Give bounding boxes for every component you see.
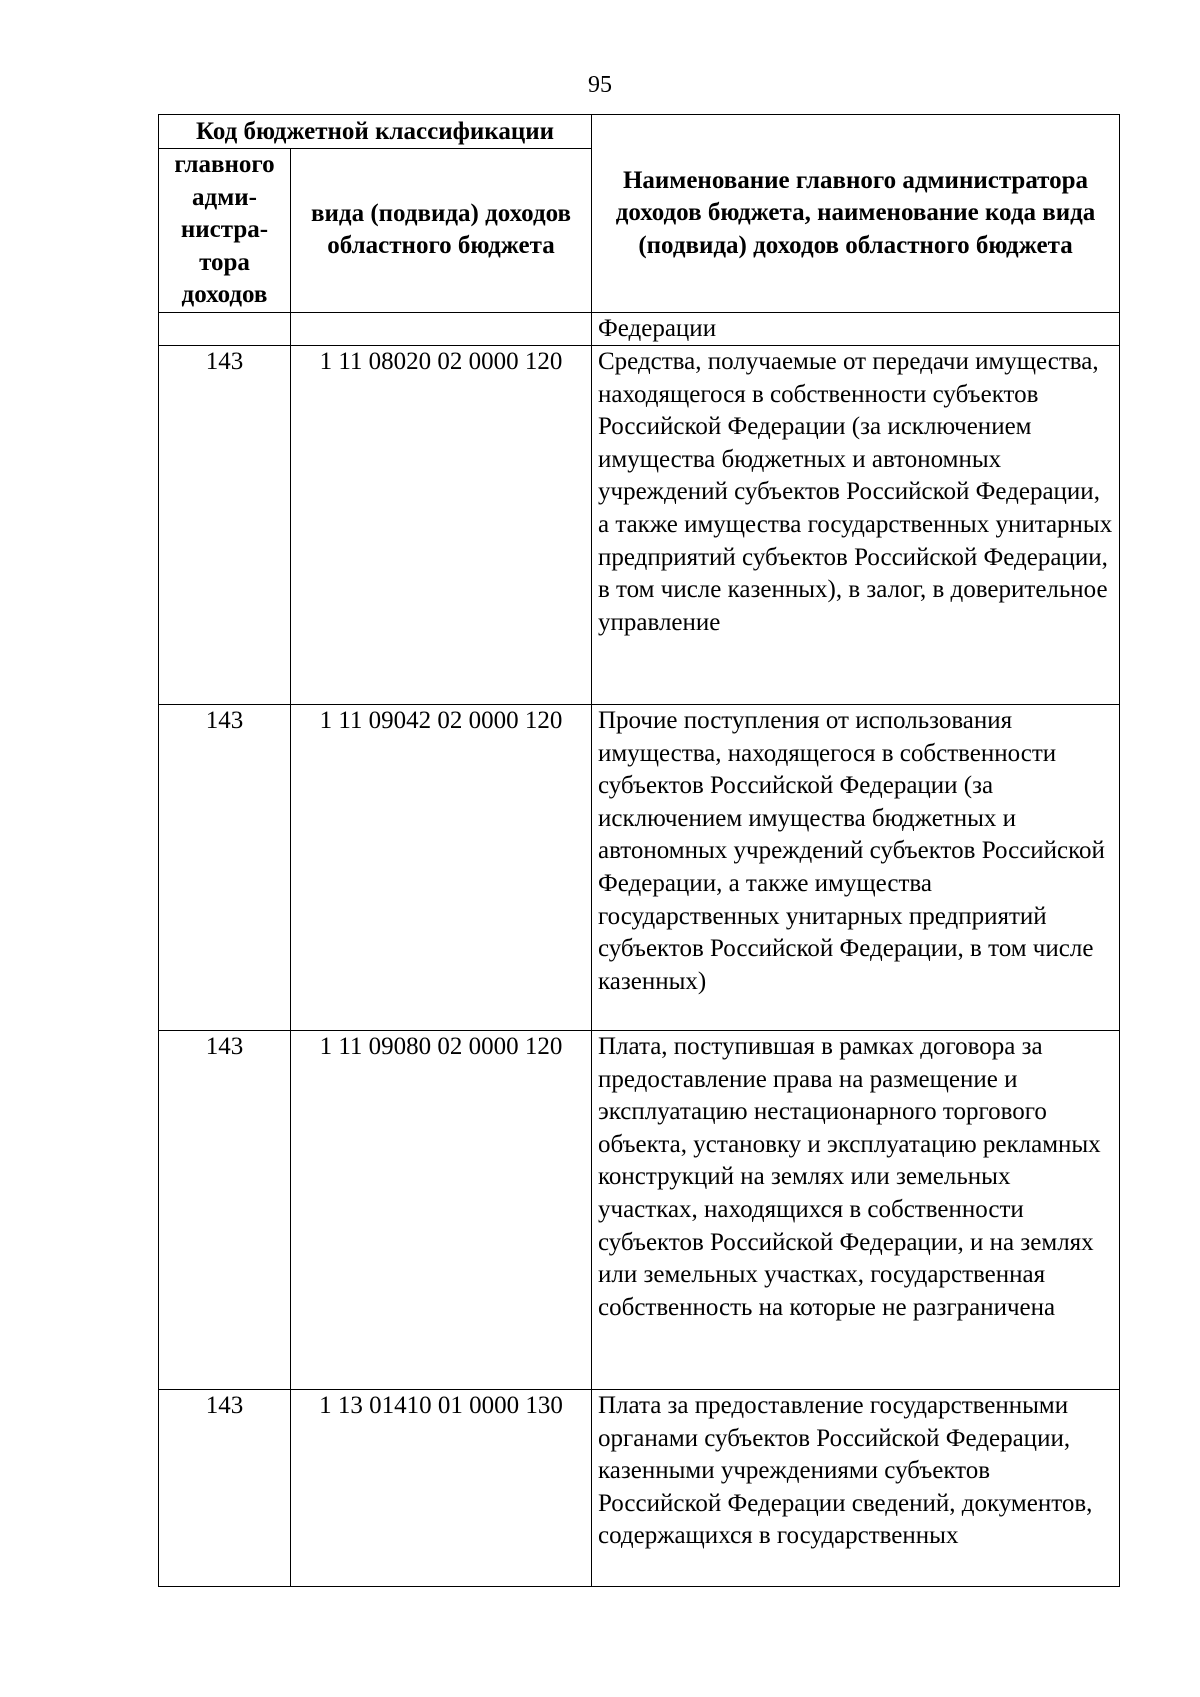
table-row bbox=[159, 1390, 1120, 1587]
cell-code: 1 11 09080 02 0000 120 bbox=[291, 1031, 592, 1390]
cell-code: 1 11 09042 02 0000 120 bbox=[291, 705, 592, 1031]
cell-name: Плата за предоставление государственными органами субъектов Российской Федерации, казенными учреждениями субъектов Российской Федерации сведений, документов, содержащихся в государственных bbox=[592, 1390, 1120, 1587]
cell-code: 1 13 01410 01 0000 130 bbox=[291, 1390, 592, 1587]
header-group-title: Код бюджетной классификации bbox=[159, 115, 592, 149]
cell-admin: 143 bbox=[159, 705, 291, 1031]
cell-name: Средства, получаемые от передачи имущества, находящегося в собственности субъектов Российской Федерации (за исключением имущества бюджетных и автономных учреждений субъектов Российской Федерации, а также имущества государственных унитарных предприятий субъектов Российской Федерации, в том числе казенных), в залог, в доверительное управление bbox=[592, 346, 1120, 705]
header-code-column: вида (подвида) доходов областного бюджета bbox=[291, 149, 592, 313]
table-header-row bbox=[159, 115, 1120, 149]
cell-name: Плата, поступившая в рамках договора за предоставление права на размещение и эксплуатацию нестационарного торгового объекта, установку и эксплуатацию рекламных конструкций на землях или земельных участках, находящихся в собственности субъектов Российской Федерации, и на землях или земельных участках, государственная собственность на которые не разграничена bbox=[592, 1031, 1120, 1390]
table-row bbox=[159, 1031, 1120, 1390]
cell-name: Прочие поступления от использования имущества, находящегося в собственности субъектов Российской Федерации (за исключением имущества бюджетных и автономных учреждений субъектов Российской Федерации, а также имущества государственных унитарных предприятий субъектов Российской Федерации, в том числе казенных) bbox=[592, 705, 1120, 1031]
cell-code bbox=[291, 312, 592, 346]
cell-admin: 143 bbox=[159, 346, 291, 705]
cell-admin: 143 bbox=[159, 1390, 291, 1587]
cell-admin bbox=[159, 312, 291, 346]
table-row bbox=[159, 705, 1120, 1031]
cell-name: Федерации bbox=[592, 312, 1120, 346]
cell-code: 1 11 08020 02 0000 120 bbox=[291, 346, 592, 705]
header-admin-column: главного адми- нистра- тора доходов bbox=[159, 149, 291, 313]
cell-admin: 143 bbox=[159, 1031, 291, 1390]
budget-classification-table bbox=[158, 114, 1120, 1587]
table-row bbox=[159, 346, 1120, 705]
header-name-column: Наименование главного администратора доходов бюджета, наименование кода вида (подвида) доходов областного бюджета bbox=[592, 115, 1120, 313]
table-row-continuation bbox=[159, 312, 1120, 346]
page-number: 95 bbox=[588, 72, 612, 98]
